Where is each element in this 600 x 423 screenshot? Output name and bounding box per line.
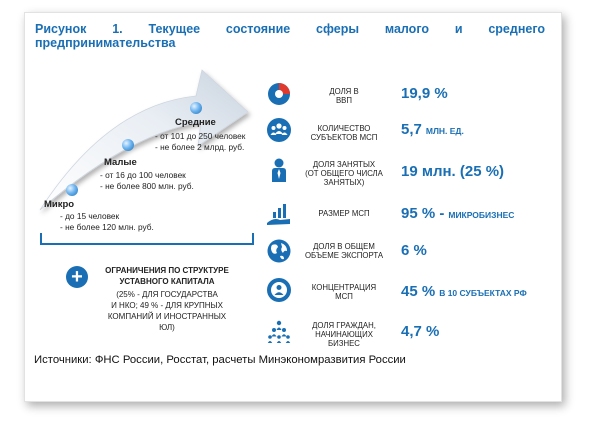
stage-small-employees: - от 16 до 100 человек <box>100 170 186 180</box>
stage-small-revenue: - не более 800 млн. руб. <box>100 181 194 191</box>
stage-medium-revenue: - не более 2 млрд. руб. <box>155 142 245 152</box>
metric-label-employment-share: ДОЛЯ ЗАНЯТЫХ (ОТ ОБЩЕГО ЧИСЛА ЗАНЯТЫХ) <box>305 160 383 187</box>
restrictions-heading-1: ОГРАНИЧЕНИЯ ПО СТРУКТУРЕ <box>105 266 229 275</box>
metric-label-export-share: ДОЛЯ В ОБЩЕМ ОБЪЕМЕ ЭКСПОРТА <box>304 242 384 260</box>
metric-value-export-share: 6 % <box>401 242 427 259</box>
stage-marker-small <box>122 139 134 151</box>
title-word: малого <box>384 22 429 36</box>
title-word: Текущее <box>148 22 201 36</box>
title-word: среднего <box>488 22 545 36</box>
restrictions-line-3: КОМПАНИЙ И ИНОСТРАННЫХ <box>107 312 227 321</box>
stages-bracket <box>40 233 254 245</box>
title-word: состояние <box>225 22 291 36</box>
stage-title-small: Малые <box>104 157 137 168</box>
stage-marker-medium <box>190 102 202 114</box>
metric-value-sme-count: 5,7 МЛН. ЕД. <box>401 121 464 138</box>
metric-value-new-entrepreneurs: 4,7 % <box>401 323 440 340</box>
plus-icon: + <box>66 266 88 288</box>
stage-title-micro: Микро <box>44 199 75 210</box>
title-word: Рисунок <box>35 22 87 36</box>
stage-title-medium: Средние <box>175 117 216 128</box>
figure-title <box>35 22 545 50</box>
stage-marker-micro <box>66 184 78 196</box>
person-icon <box>266 157 292 183</box>
metric-value-concentration: 45 % В 10 СУБЪЕКТАХ РФ <box>401 283 527 300</box>
hand-growth-icon <box>266 200 292 226</box>
metric-value-employment-share: 19 млн. (25 %) <box>401 163 505 180</box>
stage-micro-revenue: - не более 120 млн. руб. <box>60 222 154 232</box>
metric-value-sme-size: 95 % - МИКРОБИЗНЕС <box>401 205 515 222</box>
metric-label-new-entrepreneurs: ДОЛЯ ГРАЖДАН, НАЧИНАЮЩИХ БИЗНЕС <box>312 321 376 348</box>
restrictions-heading-2: УСТАВНОГО КАПИТАЛА <box>119 277 215 286</box>
restrictions-line-1: (25% - ДЛЯ ГОСУДАРСТВА <box>116 290 218 299</box>
metric-label-sme-size: РАЗМЕР МСП <box>318 209 370 218</box>
metric-label-sme-count: КОЛИЧЕСТВО СУБЪЕКТОВ МСП <box>310 124 378 142</box>
restrictions-line-2: И НКО; 49 % - ДЛЯ КРУПНЫХ <box>111 301 223 310</box>
metric-label-gdp-share: ДОЛЯ В ВВП <box>329 87 359 105</box>
metric-label-concentration: КОНЦЕНТРАЦИЯ МСП <box>311 283 377 301</box>
pie-chart-icon <box>266 81 292 107</box>
title-line-2: предпринимательства <box>35 36 176 50</box>
title-line-1 <box>35 22 545 36</box>
stage-medium-employees: - от 101 до 250 человек <box>155 131 246 141</box>
source-note: Источники: ФНС России, Росстат, расчеты Минэкономразвития России <box>34 354 406 366</box>
concentration-icon <box>266 277 292 303</box>
restrictions-line-4: ЮЛ) <box>159 323 175 332</box>
globe-icon <box>266 238 292 264</box>
title-word: 1. <box>112 22 123 36</box>
people-group-icon <box>266 117 292 143</box>
title-word: сферы <box>316 22 360 36</box>
title-word: и <box>454 22 463 36</box>
metric-value-gdp-share: 19,9 % <box>401 85 448 102</box>
citizens-icon <box>266 319 292 345</box>
stage-micro-employees: - до 15 человек <box>60 211 120 221</box>
